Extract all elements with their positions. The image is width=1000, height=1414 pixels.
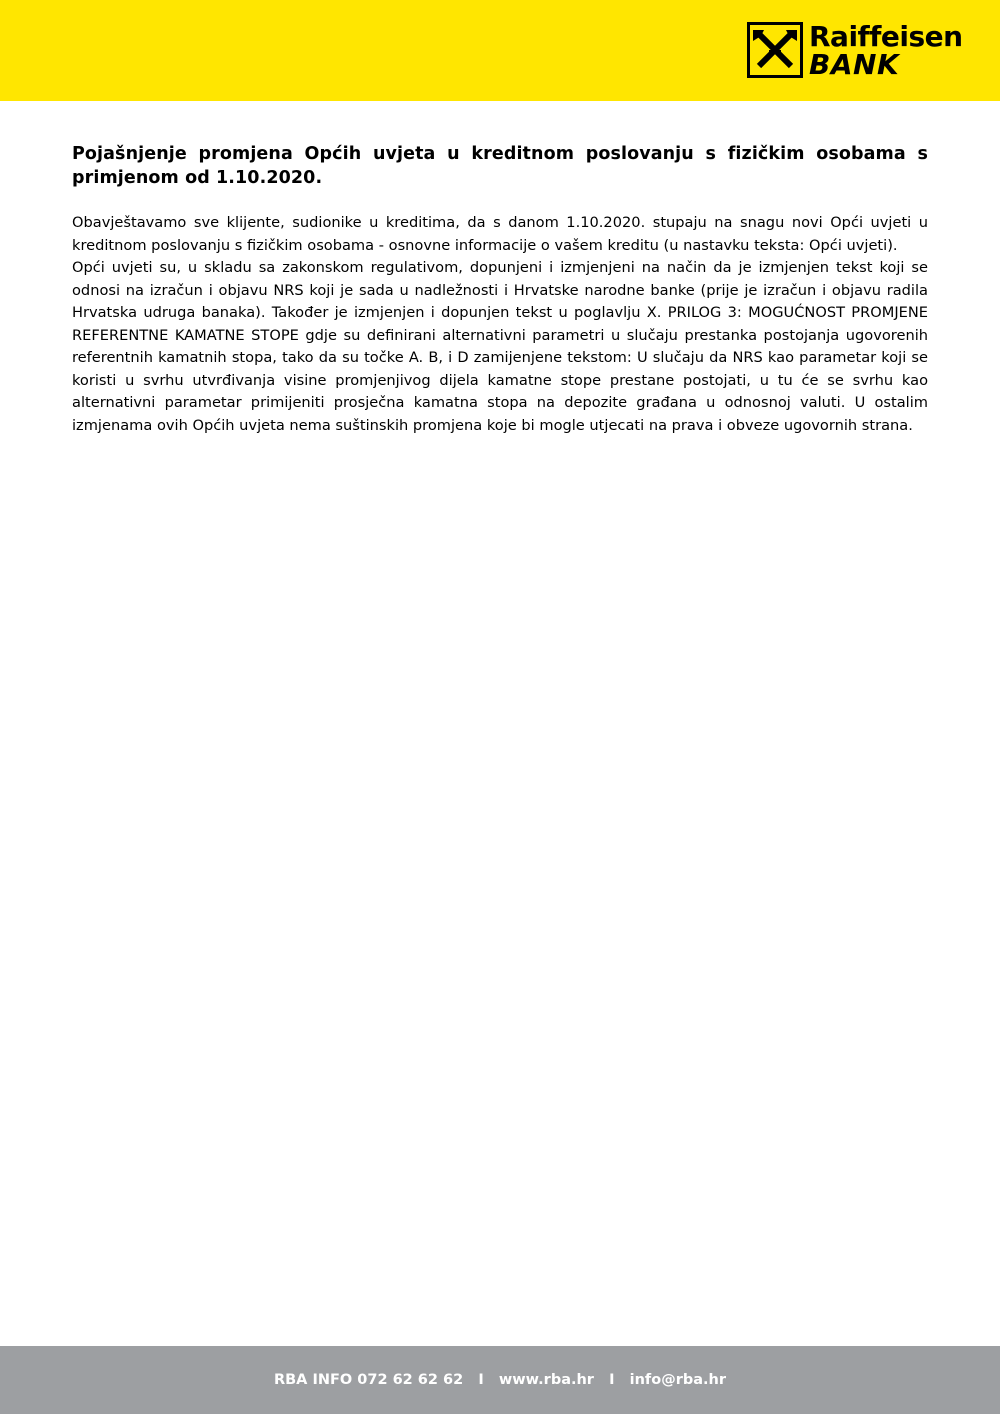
page-footer [0,1346,1000,1414]
footer-contact-info: RBA INFO 072 62 62 62 I www.rba.hr I info@rba.hr [273,1372,727,1388]
document-title: Pojašnjenje promjena Općih uvjeta u kreditnom poslovanju s fizičkim osobama s primjenom od 1.10.2020. [72,144,928,188]
page-header [0,0,1000,101]
brand-subname: BANK [809,48,900,81]
brand-name: Raiffeisen [809,20,963,53]
raiffeisen-bank-logo [747,22,967,80]
raiffeisen-gable-cross-icon [747,22,803,78]
document-content [72,142,928,437]
document-paragraph: Obavještavamo sve klijente, sudionike u kreditima, da s danom 1.10.2020. stupaju na snagu novi Opći uvjeti u kreditnom poslovanju s fizičkim osobama - osnovne informacije o vašem kreditu (u nastavku teksta: Opći uvjeti). Opći uvjeti su, u skladu sa zakonskom regulativom, dopunjeni i izmjenjeni na način da je izmjenjen tekst koji se odnosi na izračun i objavu NRS koji je sada u nadležnosti i Hrvatske narodne banke (prije je izračun i objavu radila Hrvatska udruga banaka). Također je izmjenjen i dopunjen tekst u poglavlju X. PRILOG 3: MOGUĆNOST PROMJENE REFERENTNE KAMATNE STOPE gdje su definirani alternativni parametri u slučaju prestanka postojanja ugovorenih referentnih kamatnih stopa, tako da su točke A. B, i D zamijenjene tekstom: U slučaju da NRS kao parametar koji se koristi u svrhu utvrđivanja visine promjenjivog dijela kamatne stope prestane postojati, u tu će se svrhu kao alternativni parametar primijeniti prosječna kamatna stopa na depozite građana u odnosnoj valuti. U ostalim izmjenama ovih Općih uvjeta nema suštinskih promjena koje bi mogle utjecati na prava i obveze ugovornih strana. [72,214,928,434]
